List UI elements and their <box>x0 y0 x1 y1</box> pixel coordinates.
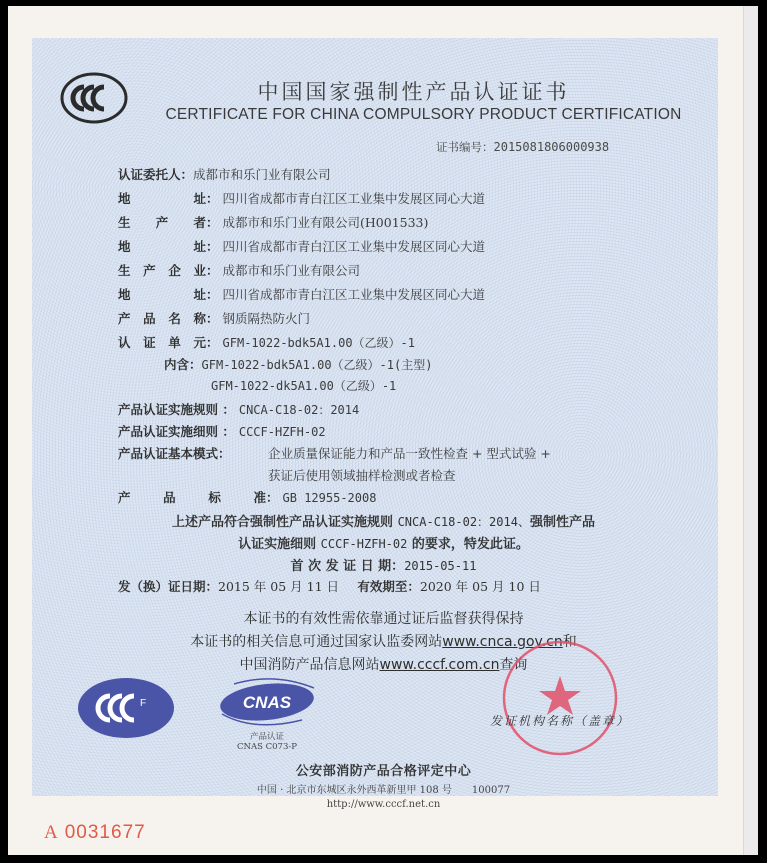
paper-edge <box>743 6 758 855</box>
field-value: 获证后使用领域抽样检测或者检查 <box>268 468 456 483</box>
issue-date: 2015 年 05 月 11 日 <box>218 579 340 594</box>
cccf-link[interactable]: www.cccf.com.cn <box>379 657 500 673</box>
cnas-logo-icon <box>214 676 320 728</box>
field-value: GFM-1022-bdk5A1.00（乙级）-1(主型) <box>201 358 433 372</box>
serial-number: A 0031677 <box>44 822 146 843</box>
field-cert-unit: 认 证 单 元 ： GFM-1022-bdk5A1.00（乙级）-1 <box>118 335 416 350</box>
certificate-number <box>436 139 609 155</box>
field-cert-mode-2 <box>268 466 456 484</box>
organization-url[interactable]: http://www.cccf.net.cn <box>326 799 441 810</box>
field-label: 地 址 <box>118 239 206 254</box>
field-label: 生 产 企 业 <box>118 263 206 278</box>
field-label: 产品认证实施规则 ： <box>118 402 235 417</box>
field-value: CNCA-C18-02：2014 <box>238 403 360 417</box>
field-applicant <box>118 165 331 183</box>
field-label: 产 品 名 称 <box>118 311 206 326</box>
issue-expiry-dates <box>118 577 541 595</box>
field-includes <box>164 355 432 373</box>
first-issue-date: 首 次 发 证 日 期：2015-05-11 <box>290 559 477 574</box>
field-manufacturer-address: 地 址 ： 四川省成都市青白江区工业集中发展区同心大道 <box>118 239 486 254</box>
issuing-organization: 公安部消防产品合格评定中心 <box>295 764 472 779</box>
notice-line-3: 中国消防产品信息网站www.cccf.com.cn查询 <box>239 657 528 673</box>
field-manufacturer: 生 产 者 ： 成都市和乐门业有限公司(H001533) <box>118 215 429 230</box>
cnca-link[interactable]: www.cnca.gov.cn <box>442 634 563 650</box>
organization-address: 中国 · 北京市东城区永外西革新里甲 108 号 100077 <box>256 785 511 796</box>
field-cert-mode <box>118 444 551 462</box>
field-value: 企业质量保证能力和产品一致性检查 + 型式试验 + <box>268 446 551 461</box>
field-applicant-address: 地 址 ： 四川省成都市青白江区工业集中发展区同心大道 <box>118 191 486 206</box>
field-product-name: 产 品 名 称 ： 钢质隔热防火门 <box>118 311 311 326</box>
svg-text:CNAS: CNAS <box>242 693 292 712</box>
certificate-title-en: CERTIFICATE FOR CHINA COMPULSORY PRODUCT CERTIFICATION <box>165 106 682 123</box>
official-seal-icon <box>500 638 620 758</box>
field-label: 认证委托人： <box>118 167 194 182</box>
field-label: 生 产 者 <box>118 215 206 230</box>
field-factory: 生 产 企 业 ： 成都市和乐门业有限公司 <box>118 263 361 278</box>
field-value: 四川省成都市青白江区工业集中发展区同心大道 <box>222 287 486 302</box>
field-impl-rule <box>118 400 359 418</box>
svg-text:F: F <box>140 698 147 709</box>
issuer-signature-label: 发证机构名称（盖章） <box>490 714 631 728</box>
field-product-standard: 产 品 标 准 ： GB 12955-2008 <box>118 490 377 505</box>
expiry-date: 2020 年 05 月 10 日 <box>419 579 541 594</box>
statement-line-2: 认证实施细则 CCCF-HZFH-02 的要求，特发此证。 <box>238 537 529 552</box>
issue-date-label: 发（换）证日期： <box>118 579 219 594</box>
field-label: 认 证 单 元 <box>118 335 206 350</box>
field-value: 四川省成都市青白江区工业集中发展区同心大道 <box>222 239 486 254</box>
field-factory-address: 地 址 ： 四川省成都市青白江区工业集中发展区同心大道 <box>118 287 486 302</box>
field-includes-2 <box>211 377 396 394</box>
notice-line-2: 本证书的相关信息可通过国家认监委网站www.cnca.gov.cn和 <box>190 634 577 650</box>
cccf-logo-icon <box>76 676 176 740</box>
field-value: GB 12955-2008 <box>282 491 377 505</box>
field-label: 地 址 <box>118 287 206 302</box>
cert-no-value: 2015081806000938 <box>493 140 610 154</box>
cnas-caption-1: 产品认证 <box>249 732 284 742</box>
field-label: 产品认证实施细则 ： <box>118 424 235 439</box>
field-label: 产品认证基本模式： <box>118 446 231 461</box>
field-value: 四川省成都市青白江区工业集中发展区同心大道 <box>222 191 486 206</box>
field-label: 地 址 <box>118 191 206 206</box>
field-value: CCCF-HZFH-02 <box>238 425 326 439</box>
field-value: 成都市和乐门业有限公司(H001533) <box>222 215 429 230</box>
field-value: 成都市和乐门业有限公司 <box>193 167 331 182</box>
expiry-label: 有效期至： <box>357 579 420 594</box>
field-value: GFM-1022-dk5A1.00（乙级）-1 <box>211 379 397 393</box>
statement-line-1: 上述产品符合强制性产品认证实施规则 CNCA-C18-02：2014、强制性产品 <box>172 515 595 530</box>
field-value: 成都市和乐门业有限公司 <box>222 263 361 278</box>
certificate-title-cn: 中国国家强制性产品认证证书 <box>257 80 570 104</box>
field-impl-detail <box>118 422 326 440</box>
field-value: 钢质隔热防火门 <box>222 311 311 326</box>
field-value: GFM-1022-bdk5A1.00（乙级）-1 <box>222 336 416 350</box>
field-label: 内含： <box>164 357 202 372</box>
field-label: 产 品 标 准 <box>118 490 266 505</box>
cnas-caption-2: CNAS C073-P <box>237 742 297 752</box>
notice-line-1: 本证书的有效性需依靠通过证后监督获得保持 <box>243 611 524 627</box>
cert-no-label: 证书编号： <box>436 140 494 154</box>
